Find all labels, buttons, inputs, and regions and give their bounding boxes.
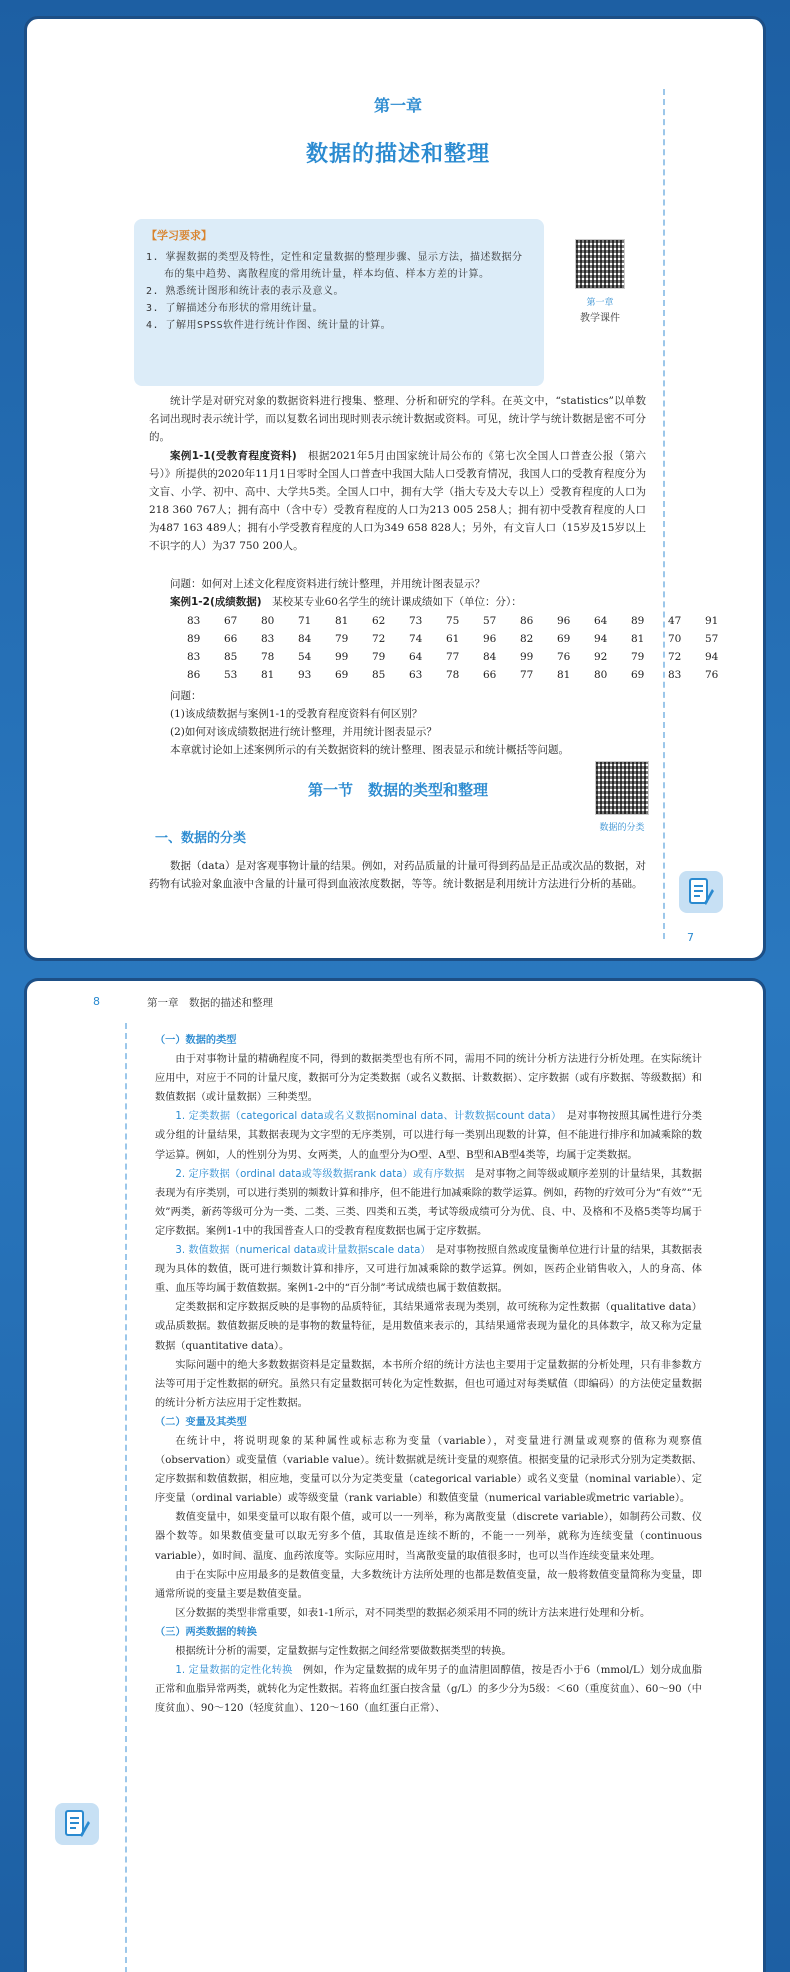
- score-cell: 79: [335, 633, 349, 645]
- notes-icon[interactable]: [55, 1803, 99, 1845]
- score-cell: 83: [668, 669, 682, 681]
- score-cell: 67: [224, 615, 238, 627]
- requirements-title: 【学习要求】: [146, 229, 212, 242]
- score-cell: 66: [483, 669, 497, 681]
- heading-numerical: 3. 数值数据（numerical data或计量数据scale data）: [175, 1245, 426, 1257]
- heading-categorical: 1. 定类数据（categorical data或名义数据nominal data、计数数据count data）: [175, 1111, 557, 1123]
- requirement-item: 4. 了解用SPSS软件进行统计作图、统计量的计算。: [146, 320, 392, 331]
- paragraph: 根据统计分析的需要，定量数据与定性数据之间经常要做数据类型的转换。: [175, 1646, 512, 1657]
- page-8: [24, 978, 766, 1972]
- scores-row: [187, 630, 742, 648]
- margin-guide-line: [125, 1023, 127, 1972]
- score-cell: 63: [409, 669, 423, 681]
- paragraph-text: 是对事物之间等级或顺序差别的计量结果，其数据表现为有序类别，可以进行类别的频数计算和排序，但不能进行加减乘除的数学运算。例如，药物的疗效可分为“有效”“无效”两类，新药等级可分为一类、二类、三类、四类和五类，考试等级成绩可分为优、良、中、及格和不及格5类等均属于定序数据。案例1-1中的我国普查人口的受教育程度数据也属于定序数据。: [155, 1168, 702, 1237]
- score-cell: 86: [520, 615, 534, 627]
- paragraph: 在统计中，将说明现象的某种属性或标志称为变量（variable），对变量进行测量或观察的值称为观察值（observation）或变量值（variable value）。统计数据就是统计变量的观察值。根据变量的记录形式分别为定类数据、定序数据和数值数据，相应地，变量可以分为定类变量（categorical variable）或名义变量（nominal variable）、定序变量（ordinal variable）或等级变量（rank variable）和数值变量（numerical variable或metric variable）。: [155, 1435, 702, 1505]
- score-cell: 91: [705, 615, 719, 627]
- paragraph: 数值变量中，如果变量可以取有限个值，或可以一一列举，称为离散变量（discrete variable），如制药公司数、仪器个数等。如果数值变量可以取无穷多个值，其取值是连续不断的，不能一一列举，就称为连续变量（continuous variable），如时间、温度、血药浓度等。实际应用时，当离散变量的取值很多时，也可以当作连续变量来处理。: [155, 1512, 702, 1562]
- question1: 问题：如何对上述文化程度资料进行统计整理，并用统计图表显示？: [170, 578, 485, 590]
- score-cell: 72: [668, 651, 682, 663]
- score-cell: 64: [594, 615, 608, 627]
- score-cell: 79: [372, 651, 386, 663]
- score-cell: 78: [446, 669, 460, 681]
- score-cell: 85: [372, 669, 386, 681]
- score-cell: 77: [446, 651, 460, 663]
- score-cell: 76: [557, 651, 571, 663]
- score-cell: 62: [372, 615, 386, 627]
- score-cell: 75: [446, 615, 460, 627]
- score-cell: 66: [224, 633, 238, 645]
- score-cell: 69: [557, 633, 571, 645]
- score-cell: 64: [409, 651, 423, 663]
- score-cell: 81: [631, 633, 645, 645]
- page-7: [24, 16, 766, 961]
- score-cell: 69: [335, 669, 349, 681]
- chapter-title: 数据的描述和整理: [305, 142, 490, 167]
- score-cell: 81: [261, 669, 275, 681]
- chapter-scope: 本章就讨论如上述案例所示的有关数据资料的统计整理、图表显示和统计概括等问题。: [170, 744, 569, 756]
- questions-head: 问题：: [170, 690, 202, 702]
- scores-row: [187, 612, 742, 630]
- notes-icon[interactable]: [679, 871, 723, 913]
- page-number: 8: [93, 995, 100, 1008]
- requirement-item: 1. 掌握数据的类型及特性，定性和定量数据的整理步骤、显示方法，描述数据分布的集中趋势、离散程度的常用统计量，样本均值、样本方差的计算。: [146, 252, 523, 280]
- paragraph: [155, 1661, 702, 1718]
- requirements-list: [146, 249, 532, 334]
- qr-caption-data-classification: 数据的分类: [599, 823, 645, 833]
- score-cell: 80: [594, 669, 608, 681]
- heading-ordinal: 2. 定序数据（ordinal data或等级数据rank data）或有序数据: [175, 1168, 465, 1180]
- margin-guide-line: [663, 89, 665, 939]
- score-cell: 99: [520, 651, 534, 663]
- score-cell: 85: [224, 651, 238, 663]
- paragraph: 由于在实际中应用最多的是数值变量，大多数统计方法所处理的也都是数值变量，故一般将数值变量简称为变量，即通常所说的变量主要是数值变量。: [155, 1569, 702, 1600]
- score-cell: 93: [298, 669, 312, 681]
- scores-row: [187, 648, 742, 666]
- score-cell: 82: [520, 633, 534, 645]
- score-cell: 83: [261, 633, 275, 645]
- question-item: (2)如何对该成绩数据进行统计整理，并用统计图表显示？: [170, 726, 437, 738]
- case1-label: 案例1-1(受教育程度资料): [170, 450, 297, 462]
- score-cell: 71: [298, 615, 312, 627]
- score-cell: 99: [335, 651, 349, 663]
- score-cell: 84: [298, 633, 312, 645]
- qr-code-courseware[interactable]: [575, 239, 625, 289]
- score-cell: 72: [372, 633, 386, 645]
- score-cell: 81: [557, 669, 571, 681]
- score-cell: 70: [668, 633, 682, 645]
- heading-variables: （二）变量及其类型: [155, 1416, 247, 1428]
- case1-text: 根据2021年5月由国家统计局公布的《第七次全国人口普查公报（第六号）》所提供的2020年11月1日零时全国人口普查中我国大陆人口受教育情况，我国人口的受教育程度分为文盲、小学、初中、高中、大学共5类。全国人口中，拥有大学（指大专及大专以上）受教育程度的人口为218 360 767人；拥有高中（含中专）受教育程度的人口为213 005 258人；拥有初中受教育程度的人口为487 163 489人；拥有小学受教育程度的人口为349 658 828人；另外，有文盲人口（15岁及15岁以上不识字的人）为37 750 200人。: [149, 450, 646, 552]
- score-cell: 96: [483, 633, 497, 645]
- score-cell: 86: [187, 669, 201, 681]
- score-cell: 83: [187, 651, 201, 663]
- score-cell: 54: [298, 651, 312, 663]
- intro-paragraph: 统计学是对研究对象的数据资料进行搜集、整理、分析和研究的学科。在英文中，“statistics”以单数名词出现时表示统计学，而以复数名词出现时则表示统计数据或资料。可见，统计学与统计数据是密不可分的。: [149, 395, 646, 443]
- score-cell: 69: [631, 669, 645, 681]
- paragraph: [155, 1107, 702, 1164]
- paragraph: [155, 1165, 702, 1241]
- paragraph: 由于对事物计量的精确程度不同，得到的数据类型也有所不同，需用不同的统计分析方法进行分析处理。在实际统计应用中，对应于不同的计量尺度，数据可分为定类数据（或名义数据、计数数据）、定序数据（或有序数据、等级数据）和数值数据（或计量数据）三种类型。: [155, 1054, 702, 1104]
- score-cell: 94: [594, 633, 608, 645]
- scores-grid: [187, 612, 742, 684]
- score-cell: 80: [261, 615, 275, 627]
- requirement-item: 2. 熟悉统计图形和统计表的表示及意义。: [146, 286, 345, 297]
- score-cell: 78: [261, 651, 275, 663]
- score-cell: 92: [594, 651, 608, 663]
- scores-row: [187, 666, 742, 684]
- paragraph-text: 是对事物按照自然或度量衡单位进行计量的结果，其数据表现为具体的数值，既可进行频数计算和排序，又可进行加减乘除的数学运算。例如，医药企业销售收入，人的身高、体重、血压等均属于数值数据。案例1-2中的“百分制”考试成绩也属于数值数据。: [155, 1245, 703, 1295]
- learning-requirements-box: [134, 219, 544, 386]
- paragraph: 定类数据和定序数据反映的是事物的品质特征，其结果通常表现为类别，故可统称为定性数据（qualitative data）或品质数据。数值数据反映的是事物的数量特征，是用数值来表示的，其结果通常表现为量化的具体数字，故又称为定量数据（quantitative data）。: [155, 1302, 702, 1352]
- paragraph: 区分数据的类型非常重要，如表1-1所示，对不同类型的数据必须采用不同的统计方法来进行处理和分析。: [175, 1607, 651, 1619]
- case1-paragraph: [149, 447, 646, 555]
- data-definition-paragraph: 数据（data）是对客观事物计量的结果。例如，对药品质量的计量可得到药品是正品或次品的数据，对药物有试验对象血液中含量的计量可得到血液浓度数据，等等。统计数据是利用统计方法进行分析的基础。: [149, 860, 646, 890]
- case2-label: 案例1-2(成绩数据): [170, 596, 262, 608]
- paragraph-text: 是对事物按照其属性进行分类或分组的计量结果，其数据表现为文字型的无序类别，可以进行每一类别出现数的计算，但不能进行排序和加减乘除的数学运算。例如，人的性别分为男、女两类，人的血型分为O型、A型、B型和AB型4类等，均属于定类数据。: [155, 1111, 702, 1161]
- paragraph: [155, 1241, 702, 1298]
- case2-paragraph: [149, 593, 646, 611]
- question-item: (1)该成绩数据与案例1-1的受教育程度资料有何区别？: [170, 708, 423, 720]
- score-cell: 47: [668, 615, 682, 627]
- score-cell: 81: [335, 615, 349, 627]
- score-cell: 89: [187, 633, 201, 645]
- score-cell: 79: [631, 651, 645, 663]
- score-cell: 57: [483, 615, 497, 627]
- qr-caption-courseware: 教学课件: [580, 313, 620, 324]
- score-cell: 83: [187, 615, 201, 627]
- paragraph-text: 例如，作为定量数据的成年男子的血清胆固醇值，按是否小于6（mmol/L）划分成血脂正常和血脂异常两类，就转化为定性数据。若将血红蛋白按含量（g/L）的多少分为5级：＜60（重度贫血）、60～90（中度贫血）、90～120（轻度贫血）、120～160（血红蛋白正常）、: [155, 1665, 702, 1715]
- page-number: 7: [687, 931, 694, 944]
- qr-code-data-classification[interactable]: [595, 761, 649, 815]
- section-title: 第一节 数据的类型和整理: [307, 781, 488, 799]
- requirement-item: 3. 了解描述分布形状的常用统计量。: [146, 303, 324, 314]
- score-cell: 94: [705, 651, 719, 663]
- score-cell: 76: [705, 669, 719, 681]
- score-cell: 74: [409, 633, 423, 645]
- chapter-label: 第一章: [373, 96, 422, 115]
- score-cell: 89: [631, 615, 645, 627]
- paragraph: 实际问题中的绝大多数数据资料是定量数据，本书所介绍的统计方法也主要用于定量数据的分析处理，只有非参数方法等可用于定性数据的研究。虽然只有定量数据可转化为定性数据，但也可通过对每类赋值（即编码）的方法使定量数据的统计分析方法应用于定性数据。: [155, 1359, 702, 1409]
- score-cell: 61: [446, 633, 460, 645]
- case2-text: 某校某专业60名学生的统计课成绩如下（单位：分）：: [261, 596, 522, 608]
- score-cell: 84: [483, 651, 497, 663]
- heading-data-types: （一）数据的类型: [155, 1035, 237, 1046]
- running-head: 第一章 数据的描述和整理: [147, 997, 273, 1009]
- subsection-title: 一、数据的分类: [155, 831, 247, 846]
- score-cell: 73: [409, 615, 423, 627]
- qr-caption-chapter: 第一章: [586, 298, 614, 308]
- heading-quant-to-qual: 1. 定量数据的定性化转换: [175, 1665, 293, 1677]
- score-cell: 77: [520, 669, 534, 681]
- score-cell: 53: [224, 669, 238, 681]
- page-body: [155, 1031, 702, 1718]
- heading-conversion: （三）两类数据的转换: [155, 1626, 257, 1638]
- score-cell: 96: [557, 615, 571, 627]
- score-cell: 57: [705, 633, 719, 645]
